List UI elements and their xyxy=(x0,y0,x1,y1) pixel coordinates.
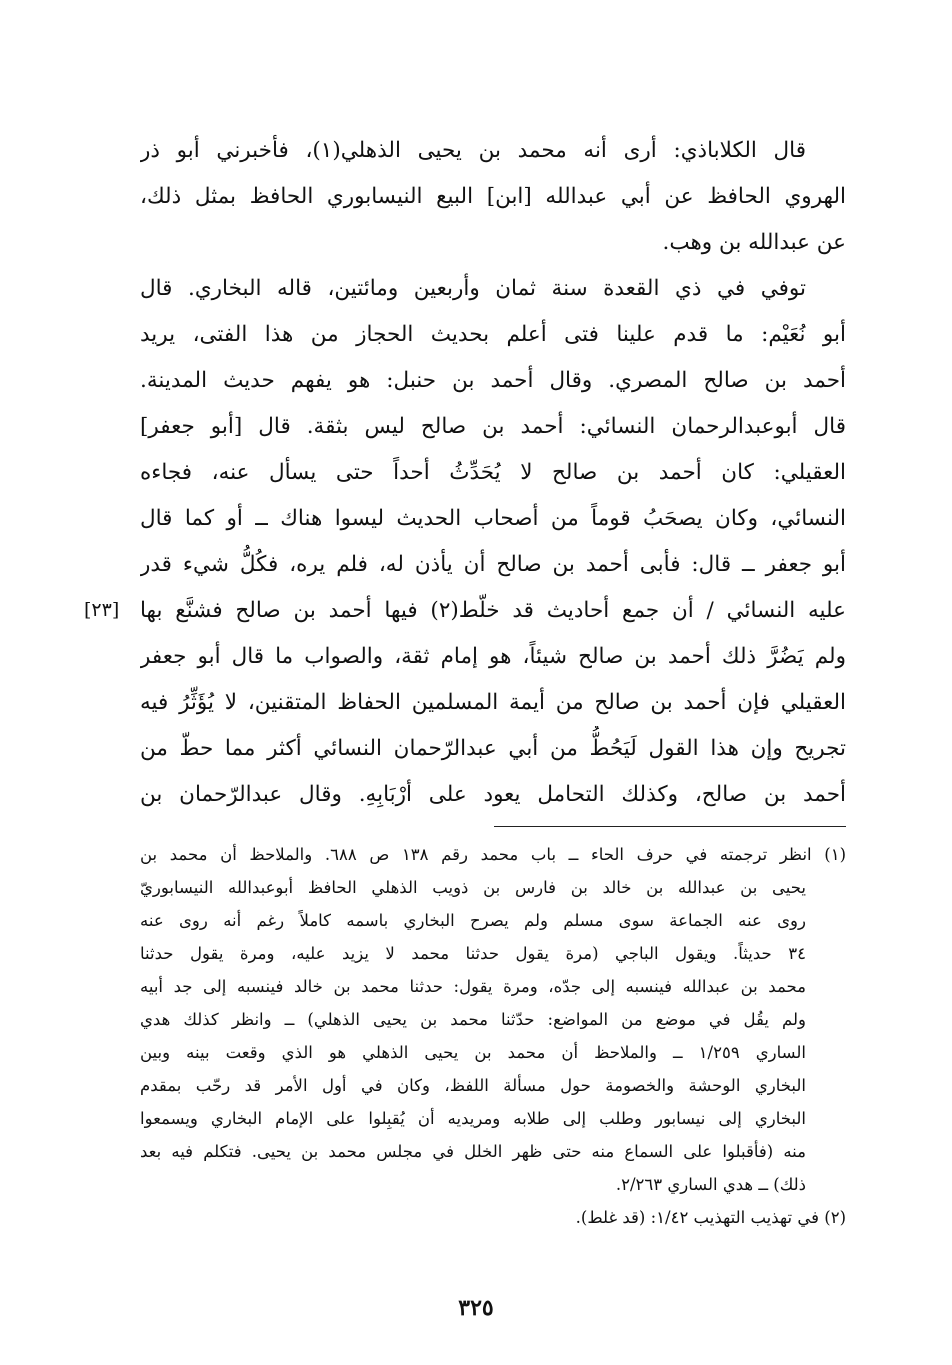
text-line: قال الكلاباذي: أرى أنه محمد بن يحيى الذهلي(١)، فأخبرني أبو ذر xyxy=(140,138,806,163)
text-line: عليه النسائي / أن جمع أحاديث قد خلّط(٢) فيها أحمد بن صالح فشنَّع بها xyxy=(140,598,846,623)
footnote-line: ٣٤ حديثاً. ويقول الباجي (مرة يقول حدثنا محمد لا يزيد عليه، ومرة يقول حدثنا xyxy=(140,944,806,963)
footnote-line: البخاري الوحشة والخصومة حول مسألة اللفظ، وكان في أول الأمر قد رحّب بمقدم xyxy=(140,1076,806,1095)
text-line: النسائي، وكان يصحَبُ قوماً من أصحاب الحديث ليسوا هناك ــ أو كما قال xyxy=(140,506,846,531)
margin-page-reference: [٢٣] xyxy=(84,599,120,621)
text-line: أبو جعفر ــ قال: فأبى أحمد بن صالح أن يأذن له، فلم يره، فكُلُّ شيء قدر xyxy=(140,552,846,577)
footnote-line: منه (فأقبلوا على السماع منه حتى ظهر الخلل في مجلس محمد بن يحيى. فتكلم فيه بعد xyxy=(140,1142,806,1161)
text-line: توفي في ذي القعدة سنة ثمان وأربعين ومائتين، قاله البخاري. قال xyxy=(140,276,806,301)
text-line: العقيلي فإن أحمد بن صالح من أيمة المسلمين الحفاظ المتقنين، لا يُؤَثِّرُ فيه xyxy=(140,690,846,715)
footnote-line: البخاري إلى نيسابور وطلب إلى طلابه ومريديه أن يُقبِلوا على الإمام البخاري ويسمعوا xyxy=(140,1109,806,1128)
text-line: أحمد بن صالح المصري. وقال أحمد بن حنبل: هو يفهم حديث المدينة. xyxy=(140,368,846,393)
text-line: تجريح وإن هذا القول لَيَحُطُّ من أبي عبدالرّحمان النسائي أكثر مما حطّ من xyxy=(140,736,846,761)
text-line: أبو نُعَيْم: ما قدم علينا فتى أعلم بحديث الحجاز من هذا الفتى، يريد xyxy=(140,322,846,347)
footnote-line: (٢) في تهذيب التهذيب ١/٤٢: (قد غلط). xyxy=(575,1208,846,1227)
footnote-line: الساري ١/٢٥٩ ــ والملاحظ أن محمد بن يحيى الذهلي هو الذي وقعت بينه وبين xyxy=(140,1043,806,1062)
text-line: العقيلي: كان أحمد بن صالح لا يُحَدِّثُ أحداً حتى يسأل عنه، فجاءه xyxy=(140,460,846,485)
footnote-line: محمد بن عبدالله فينسبه إلى جدّه، ومرة يقول: حدثنا محمد بن خالد فينسبه إلى جد أبيه xyxy=(140,977,806,996)
page-number: ٣٢٥ xyxy=(458,1295,494,1321)
main-text-block xyxy=(140,128,846,818)
text-line: عن عبدالله بن وهب. xyxy=(662,230,846,255)
footnote-line: روى عنه الجماعة سوى مسلم ولم يصرح البخاري باسمه كاملاً رغم أنه روى عنه xyxy=(140,911,806,930)
footnote-line: ولم يقُل في موضع من المواضع: حدّثنا محمد بن يحيى الذهلي) ــ وانظر كذلك هدي xyxy=(140,1010,806,1029)
footnote-divider xyxy=(494,826,846,827)
footnotes-block xyxy=(140,838,846,1234)
footnote-line: (١) انظر ترجمته في حرف الحاء ــ باب محمد رقم ١٣٨ ص ٦٨٨. والملاحظ أن محمد بن xyxy=(140,845,846,864)
footnote-line: ذلك) ــ هدي الساري ٢/٢٦٣. xyxy=(615,1175,806,1194)
footnote-line: يحيى بن عبدالله بن خالد بن فارس بن ذويب الذهلي الحافظ أبوعبدالله النيسابوريّ xyxy=(140,878,806,897)
text-line: قال أبوعبدالرحمان النسائي: أحمد بن صالح ليس بثقة. قال [أبو جعفر] xyxy=(140,414,846,439)
text-line: ولم يَضُرَّ ذلك أحمد بن صالح شيئاً، هو إمام ثقة، والصواب ما قال أبو جعفر xyxy=(140,644,846,669)
text-line: الهروي الحافظ عن أبي عبدالله [ابن] البيع النيسابوري الحافظ بمثل ذلك، xyxy=(140,184,846,209)
text-line: أحمد بن صالح، وكذلك التحامل يعود على أرْبَابِهِ. وقال عبدالرّحمان بن xyxy=(140,782,846,807)
